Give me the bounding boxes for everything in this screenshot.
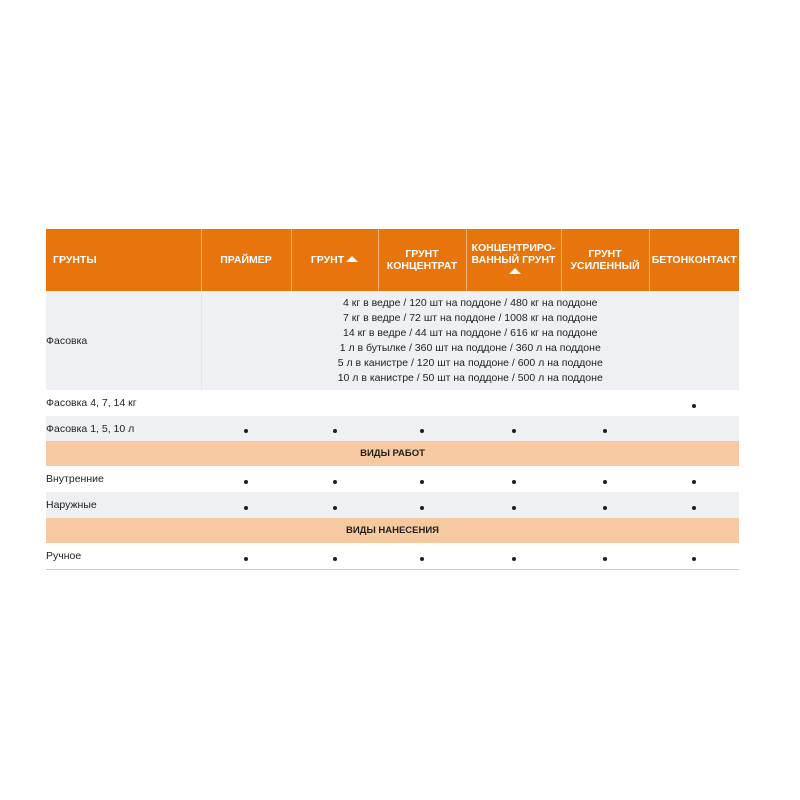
bullet-icon [420,557,424,561]
column-header-5 [561,229,649,291]
table-cell [291,543,378,570]
column-header-label: ГРУНТЫ [53,253,97,266]
table-cell [378,390,466,416]
packaging-line: 1 л в бутылке / 360 шт на поддоне / 360 л на поддоне [339,341,601,354]
table-cell [649,543,739,570]
column-header-label: ПРАЙМЕР [220,253,272,266]
packaging-line: 4 кг в ведре / 120 шт на поддоне / 480 кг на поддоне [343,296,598,309]
bullet-icon [244,429,248,433]
table-cell [201,543,291,570]
bullet-icon [420,506,424,510]
column-header-6 [649,229,739,291]
triangle-logo-icon [346,256,358,262]
table-cell [649,416,739,441]
table-cell [378,492,466,518]
table-cell [466,416,561,441]
table-row [46,543,739,570]
column-header-4 [466,229,561,291]
bullet-icon [333,480,337,484]
table-cell [291,416,378,441]
table-cell [466,492,561,518]
bullet-icon [420,429,424,433]
table-cell [201,416,291,441]
column-header-label: ГРУНТ [310,253,345,266]
column-header-label: КОНЦЕНТРИРО-ВАННЫЙ ГРУНТ [471,241,556,266]
table-cell [649,466,739,492]
packaging-line: 7 кг в ведре / 72 шт на поддоне / 1008 кг на поддоне [343,311,598,324]
bullet-icon [333,429,337,433]
bullet-icon [420,480,424,484]
table-cell [466,543,561,570]
column-header-label: ГРУНТ УСИЛЕННЫЙ [570,247,640,272]
bullet-icon [692,506,696,510]
bullet-icon [603,557,607,561]
column-header-3 [378,229,466,291]
triangle-logo-icon [509,268,521,274]
packaging-line: 14 кг в ведре / 44 шт на поддоне / 616 кг на поддоне [343,326,598,339]
table-cell [291,466,378,492]
column-header-label: БЕТОНКОНТАКТ [651,253,737,266]
table-cell [649,390,739,416]
table-cell [201,390,291,416]
bullet-icon [692,480,696,484]
section-row [46,518,739,543]
table-cell [378,466,466,492]
table-cell [466,390,561,416]
table-cell [561,390,649,416]
table-cell [291,390,378,416]
bullet-icon [603,480,607,484]
bullet-icon [333,557,337,561]
bullet-icon [512,506,516,510]
row-label: Фасовка 4, 7, 14 кг [46,390,201,416]
section-title: ВИДЫ НАНЕСЕНИЯ [46,518,739,543]
bullet-icon [603,506,607,510]
row-label: Внутренние [46,466,201,492]
bullet-icon [692,404,696,408]
row-label: Наружные [46,492,201,518]
packaging-line: 5 л в канистре / 120 шт на поддоне / 600 л на поддоне [337,356,603,369]
table-cell [561,543,649,570]
row-label: Фасовка 1, 5, 10 л [46,416,201,441]
table-cell [466,466,561,492]
column-header-2 [291,229,378,291]
column-header-0 [46,229,201,291]
table-cell [561,492,649,518]
table-cell [291,492,378,518]
table-row [46,416,739,441]
table-row [46,390,739,416]
bullet-icon [512,429,516,433]
row-label: Ручное [46,543,201,570]
table-header-row [46,229,739,291]
table-row [46,492,739,518]
bullet-icon [244,506,248,510]
table-cell [201,492,291,518]
packaging-row [46,291,739,390]
table-cell [201,466,291,492]
primers-comparison-table [46,229,739,570]
table-cell [649,492,739,518]
bullet-icon [692,557,696,561]
table-cell [378,416,466,441]
column-header-1 [201,229,291,291]
packaging-line: 10 л в канистре / 50 шт на поддоне / 500 л на поддоне [337,371,603,384]
bullet-icon [603,429,607,433]
table-cell [561,466,649,492]
bullet-icon [244,557,248,561]
section-title: ВИДЫ РАБОТ [46,441,739,466]
column-header-label: ГРУНТ КОНЦЕНТРАТ [386,247,458,272]
bullet-icon [512,480,516,484]
bullet-icon [244,480,248,484]
packaging-label: Фасовка [46,291,201,390]
table-row [46,466,739,492]
table-cell [378,543,466,570]
section-row [46,441,739,466]
bullet-icon [333,506,337,510]
bullet-icon [512,557,516,561]
packaging-details [201,291,739,390]
table-cell [561,416,649,441]
